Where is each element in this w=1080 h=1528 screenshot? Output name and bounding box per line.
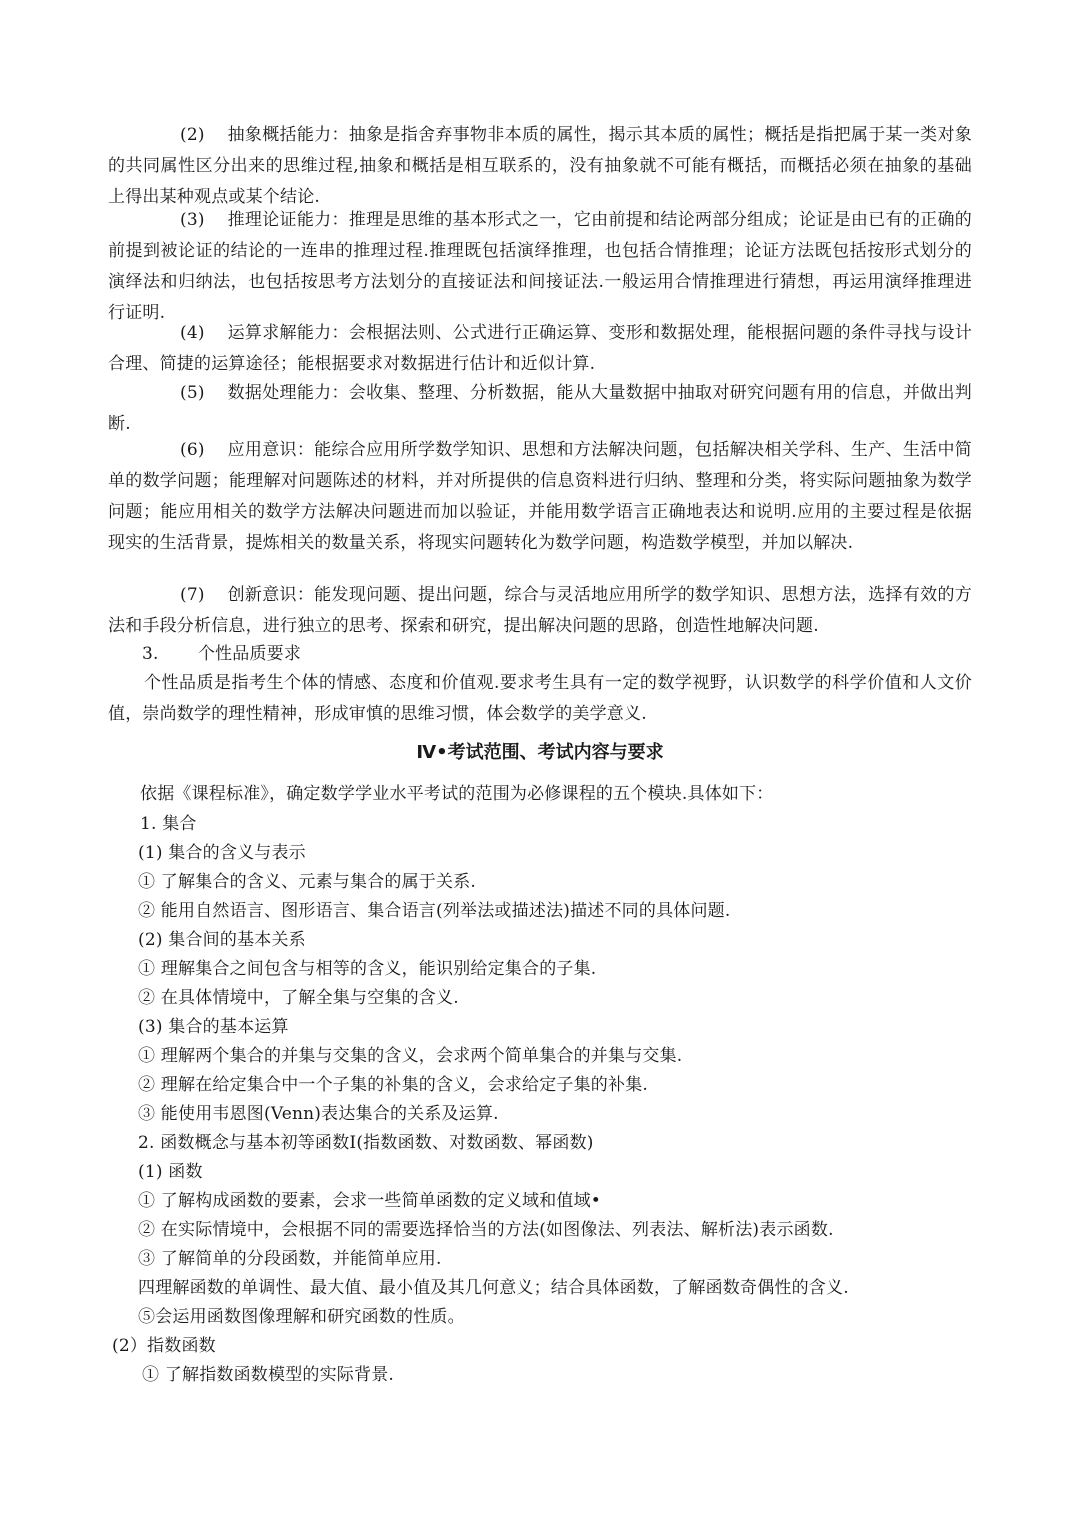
item-number: (5)	[180, 383, 205, 403]
paragraph-text: 应用意识：能综合应用所学数学知识、思想和方法解决问题，包括解决相关学科、生产、生活中简单的数学问题；能理解对问题陈述的材料，并对所提供的信息资料进行归纳、整理和分类，将实际问题抽象为数学问题；能应用相关的数学方法解决问题进而加以验证，并能用数学语言正确地表达和说明.应用的主要过程是依据现实的生活背景，提炼相关的数量关系，将现实问题转化为数学问题，构造数学模型，并加以解决.	[108, 440, 972, 553]
section-number: 3.	[142, 644, 159, 664]
list-item: ① 了解集合的含义、元素与集合的属于关系.	[138, 872, 477, 892]
list-item: ③ 了解简单的分段函数，并能简单应用.	[138, 1249, 442, 1269]
list-item: 2. 函数概念与基本初等函数Ⅰ(指数函数、对数函数、幂函数)	[138, 1133, 594, 1153]
list-item: 四理解函数的单调性、最大值、最小值及其几何意义；结合具体函数，了解函数奇偶性的含义.	[138, 1278, 849, 1298]
list-item: ① 理解两个集合的并集与交集的含义，会求两个简单集合的并集与交集.	[138, 1046, 683, 1066]
list-item: ② 理解在给定集合中一个子集的补集的含义，会求给定子集的补集.	[138, 1075, 649, 1095]
paragraph-text: 运算求解能力：会根据法则、公式进行正确运算、变形和数据处理，能根据问题的条件寻找与设计合理、简捷的运算途径；能根据要求对数据进行估计和近似计算.	[108, 323, 972, 374]
ability-paragraph	[108, 378, 972, 440]
item-number: (7)	[180, 585, 205, 605]
list-item: ② 在具体情境中，了解全集与空集的含义.	[138, 988, 459, 1008]
list-item: ⑤会运用函数图像理解和研究函数的性质。	[138, 1307, 465, 1327]
ability-paragraph	[108, 580, 972, 642]
intro-text: 依据《课程标准》，确定数学学业水平考试的范围为必修课程的五个模块.具体如下：	[140, 784, 774, 804]
section-title: 个性品质要求	[197, 644, 302, 664]
paragraph-text: 推理论证能力：推理是思维的基本形式之一，它由前提和结论两部分组成；论证是由已有的正确的前提到被论证的结论的一连串的推理过程.推理既包括演绎推理，也包括合情推理；论证方法既包括按形式划分的演绎法和归纳法，也包括按思考方法划分的直接证法和间接证法.一般运用合情推理进行猜想，再运用演绎推理进行证明.	[108, 210, 972, 323]
ability-paragraph	[108, 205, 972, 329]
list-item: 1. 集合	[140, 814, 197, 834]
ability-paragraph	[108, 318, 972, 380]
item-number: (2)	[180, 125, 205, 145]
item-number: (6)	[180, 440, 205, 460]
list-item: ② 在实际情境中，会根据不同的需要选择恰当的方法(如图像法、列表法、解析法)表示函数.	[138, 1220, 834, 1240]
list-item: (1) 集合的含义与表示	[138, 843, 306, 863]
list-item: ① 了解构成函数的要素，会求一些简单函数的定义域和值域•	[138, 1191, 602, 1211]
section-heading: Ⅳ•考试范围、考试内容与要求	[416, 742, 664, 763]
list-item: (3) 集合的基本运算	[138, 1017, 289, 1037]
item-number: (4)	[180, 323, 205, 343]
ability-paragraph	[108, 435, 972, 559]
personality-paragraph: 个性品质是指考生个体的情感、态度和价值观.要求考生具有一定的数学视野，认识数学的科学价值和人文价值，崇尚数学的理性精神，形成审慎的思维习惯，体会数学的美学意义.	[108, 673, 972, 724]
list-item: ① 理解集合之间包含与相等的含义，能识别给定集合的子集.	[138, 959, 597, 979]
list-item: ① 了解指数函数模型的实际背景.	[142, 1365, 395, 1385]
list-item: (1) 函数	[138, 1162, 203, 1182]
item-number: (3)	[180, 210, 205, 230]
section-subheading	[142, 642, 301, 666]
paragraph-text: 创新意识：能发现问题、提出问题，综合与灵活地应用所学的数学知识、思想方法，选择有效的方法和手段分析信息，进行独立的思考、探索和研究，提出解决问题的思路，创造性地解决问题.	[108, 585, 972, 636]
list-item: (2) 集合间的基本关系	[138, 930, 306, 950]
list-item: (2）指数函数	[112, 1336, 216, 1356]
paragraph-text: 抽象概括能力：抽象是指舍弃事物非本质的属性，揭示其本质的属性；概括是指把属于某一类对象的共同属性区分出来的思维过程,抽象和概括是相互联系的，没有抽象就不可能有概括，而概括必须在抽象的基础上得出某种观点或某个结论.	[108, 125, 972, 207]
list-item: ③ 能使用韦恩图(Venn)表达集合的关系及运算.	[138, 1104, 499, 1124]
list-item: ② 能用自然语言、图形语言、集合语言(列举法或描述法)描述不同的具体问题.	[138, 901, 731, 921]
paragraph-text: 数据处理能力：会收集、整理、分析数据，能从大量数据中抽取对研究问题有用的信息，并做出判断.	[108, 383, 972, 434]
ability-paragraph	[108, 120, 972, 213]
